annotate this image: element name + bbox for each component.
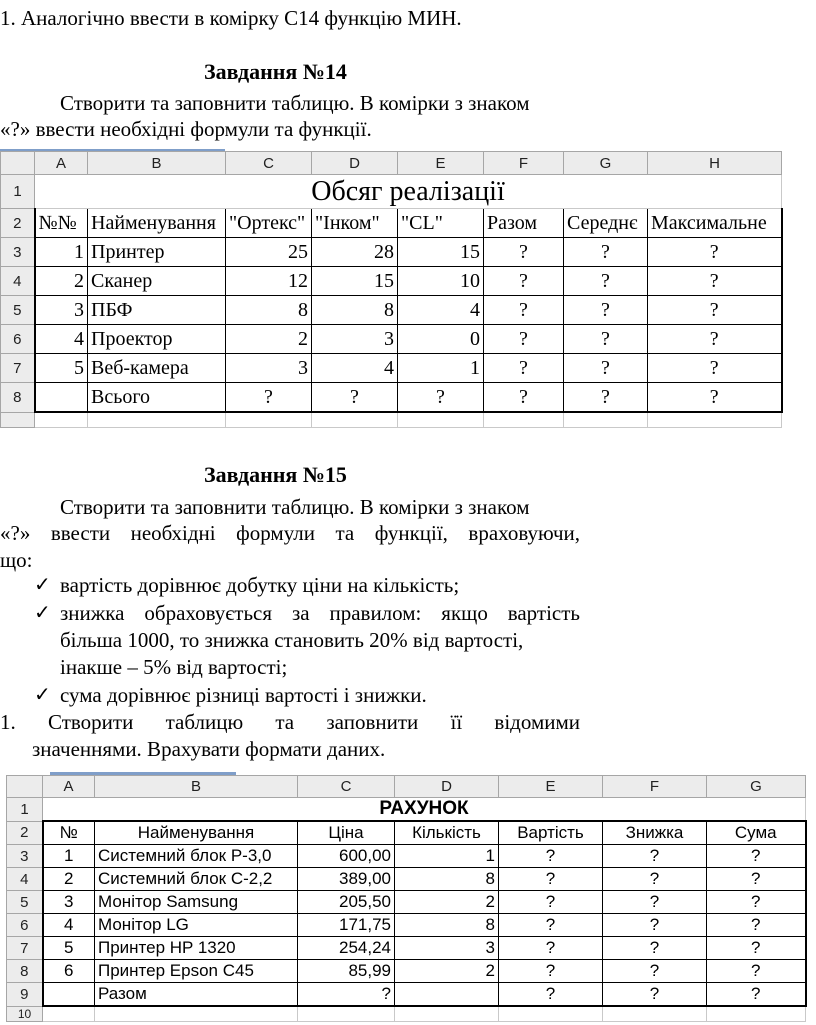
header-cell[interactable]: Найменування [95,821,298,845]
cell[interactable]: ? [603,983,707,1007]
bullet-text-continued: інакше – 5% від вартості; [60,655,288,679]
cell[interactable]: 1 [43,845,95,868]
total-label[interactable]: Разом [95,983,298,1007]
column-header[interactable]: C [298,776,395,798]
cell[interactable]: ? [499,960,603,983]
step1-text-line1: 1. Створити таблицю та заповнити її відомими [0,710,580,734]
bullet-text: вартість дорівнює добутку ціни на кількість; [60,573,460,597]
header-cell[interactable]: Кількість [395,821,499,845]
cell[interactable]: 205,50 [298,891,395,914]
cell[interactable]: 8 [226,296,312,325]
column-header[interactable]: G [707,776,806,798]
cell[interactable]: ? [484,267,564,296]
cell[interactable]: 3 [43,891,95,914]
cell[interactable]: Проектор [88,325,226,354]
row-header[interactable]: 7 [1,354,35,383]
cell[interactable]: 2 [35,267,88,296]
cell[interactable]: Монітор Samsung [95,891,298,914]
cell[interactable]: Всього [88,383,226,413]
table-row [1,296,782,325]
header-cell[interactable]: "Інком" [312,209,398,238]
table-row [7,868,806,891]
cell[interactable]: 4 [43,914,95,937]
column-header[interactable]: B [95,776,298,798]
cell[interactable]: ? [648,354,782,383]
table-row [7,845,806,868]
cell[interactable]: ? [707,868,806,891]
table-row [1,267,782,296]
header-cell[interactable]: Знижка [603,821,707,845]
cell[interactable]: ? [564,267,648,296]
cell[interactable]: 6 [43,960,95,983]
cell[interactable]: ? [603,891,707,914]
cell[interactable]: 28 [312,238,398,267]
row-header[interactable]: 2 [1,209,35,238]
cell[interactable]: Сканер [88,267,226,296]
step1-text-line2: значеннями. Врахувати формати даних. [32,737,386,761]
cell[interactable]: ? [648,267,782,296]
cell[interactable]: 2 [226,325,312,354]
cell[interactable]: Системний блок Р-3,0 [95,845,298,868]
table-row [7,821,806,845]
select-all-corner[interactable] [1,152,35,175]
cell[interactable]: ? [564,238,648,267]
task15-text-line2: «?» ввести необхідні формули та функції, враховуючи, [0,521,580,545]
sheet-title[interactable]: РАХУНОК [43,798,806,822]
table-row [1,354,782,383]
checkmark-icon: ✓ [34,684,51,706]
cell[interactable]: Системний блок С-2,2 [95,868,298,891]
cell[interactable]: ? [603,868,707,891]
cell[interactable] [43,983,95,1007]
cell[interactable]: 15 [312,267,398,296]
column-header[interactable]: F [603,776,707,798]
row-header[interactable]: 10 [7,1006,43,1021]
cell[interactable]: ? [398,383,484,413]
cell[interactable]: ? [603,914,707,937]
row-header[interactable]: 4 [7,868,43,891]
cell[interactable] [564,412,648,428]
cell[interactable]: 25 [226,238,312,267]
header-cell[interactable]: Сума [707,821,806,845]
cell[interactable]: ? [648,325,782,354]
cell[interactable]: ? [499,845,603,868]
cell[interactable]: ? [707,845,806,868]
cell[interactable]: 0 [398,325,484,354]
spreadsheet-invoice [6,775,807,1022]
cell[interactable]: Принтер HP 1320 [95,937,298,960]
header-cell[interactable]: Найменування [88,209,226,238]
column-header[interactable]: F [484,152,564,175]
cell[interactable]: 8 [395,868,499,891]
cell[interactable] [298,1006,395,1021]
row-header[interactable]: 5 [7,891,43,914]
task15-text-line1: Створити та заповнити таблицю. В комірки з знаком [60,495,530,519]
cell[interactable]: ? [499,937,603,960]
cell[interactable] [43,1006,95,1021]
cell[interactable]: 15 [398,238,484,267]
cell[interactable] [88,412,226,428]
cell[interactable]: ? [707,960,806,983]
task15-title: Завдання №15 [204,462,347,487]
table-row [7,937,806,960]
cell[interactable]: ? [564,354,648,383]
cell[interactable]: ? [564,325,648,354]
cell[interactable] [707,1006,806,1021]
cell[interactable]: 8 [395,914,499,937]
task14-text-line2: «?» ввести необхідні формули та функції. [0,117,372,141]
cell[interactable]: 389,00 [298,868,395,891]
cell[interactable]: ? [603,960,707,983]
column-header[interactable]: B [88,152,226,175]
cell[interactable]: ? [603,845,707,868]
cell[interactable]: 254,24 [298,937,395,960]
cell[interactable]: 4 [398,296,484,325]
row-header[interactable]: 4 [1,267,35,296]
column-header[interactable]: E [499,776,603,798]
cell[interactable]: ? [298,983,395,1007]
table-row [1,175,782,209]
table-row [1,238,782,267]
cell[interactable]: ? [564,383,648,413]
bullet-text: сума дорівнює різниці вартості і знижки. [60,683,427,707]
column-header[interactable]: D [312,152,398,175]
row-header[interactable]: 5 [1,296,35,325]
column-header-row [1,152,782,175]
checkmark-icon: ✓ [34,602,51,624]
cell[interactable] [395,983,499,1007]
cell[interactable]: 171,75 [298,914,395,937]
cell[interactable] [603,1006,707,1021]
header-cell[interactable]: Максимальне [648,209,782,238]
header-cell[interactable]: Разом [484,209,564,238]
row-header[interactable]: 7 [7,937,43,960]
column-header[interactable]: C [226,152,312,175]
cell[interactable]: ? [484,238,564,267]
row-header[interactable]: 9 [7,983,43,1007]
row-header[interactable]: 6 [7,914,43,937]
column-header-row [7,776,806,798]
checkmark-icon: ✓ [34,574,51,596]
intro-line: 1. Аналогічно ввести в комірку С14 функцію МИН. [0,6,462,30]
cell[interactable]: Принтер [88,238,226,267]
table-row [7,891,806,914]
table-row-total [7,983,806,1007]
column-header[interactable]: A [35,152,88,175]
cell[interactable]: Веб-камера [88,354,226,383]
column-header[interactable]: A [43,776,95,798]
cell[interactable]: Принтер Epson C45 [95,960,298,983]
table-row-partial [7,1006,806,1021]
cell[interactable]: ? [484,354,564,383]
cell[interactable]: ПБФ [88,296,226,325]
cell[interactable]: ? [707,983,806,1007]
cell[interactable]: ? [648,296,782,325]
cell[interactable] [484,412,564,428]
table-row-total [1,383,782,413]
cell[interactable]: 2 [395,891,499,914]
cell[interactable]: ? [484,383,564,413]
header-cell[interactable]: "Ортекс" [226,209,312,238]
bullet-text-continued: більша 1000, то знижка становить 20% від вартості, [60,628,524,652]
bullet-text: знижка обраховується за правилом: якщо вартість [60,601,580,625]
cell[interactable]: ? [564,296,648,325]
row-header[interactable]: 2 [7,821,43,845]
cell[interactable]: ? [499,914,603,937]
cell[interactable] [312,412,398,428]
cell[interactable]: 4 [35,325,88,354]
cell[interactable]: 10 [398,267,484,296]
column-header[interactable]: D [395,776,499,798]
cell[interactable] [499,1006,603,1021]
cell[interactable] [35,383,88,413]
cell[interactable]: 2 [395,960,499,983]
header-cell[interactable]: Ціна [298,821,395,845]
cell[interactable]: 12 [226,267,312,296]
task15-text-line3: що: [0,548,33,572]
cell[interactable] [226,412,312,428]
cell[interactable]: 4 [312,354,398,383]
row-header[interactable]: 1 [1,175,35,209]
column-header[interactable]: G [564,152,648,175]
cell[interactable] [95,1006,298,1021]
header-cell[interactable]: "CL" [398,209,484,238]
cell[interactable]: 3 [35,296,88,325]
row-header[interactable]: 1 [7,798,43,822]
cell[interactable] [648,412,782,428]
cell[interactable]: 1 [35,238,88,267]
cell[interactable]: ? [603,937,707,960]
cell[interactable]: 5 [35,354,88,383]
cell[interactable]: ? [648,383,782,413]
cell[interactable]: ? [499,868,603,891]
cell[interactable]: ? [484,296,564,325]
cell[interactable]: 3 [312,325,398,354]
table-row [1,209,782,238]
cell[interactable]: ? [707,891,806,914]
cell[interactable]: ? [648,238,782,267]
table-row [1,325,782,354]
sheet-title[interactable]: Обсяг реалізації [35,175,782,209]
task14-text-line1: Створити та заповнити таблицю. В комірки з знаком [60,91,530,115]
task14-title: Завдання №14 [204,59,347,84]
cell[interactable] [35,412,88,428]
cell[interactable]: ? [226,383,312,413]
cell[interactable]: 1 [395,845,499,868]
cell[interactable]: 85,99 [298,960,395,983]
header-cell[interactable]: №№ [35,209,88,238]
table-row [7,914,806,937]
header-cell[interactable]: Вартість [499,821,603,845]
header-cell[interactable]: № [43,821,95,845]
cell[interactable]: 8 [312,296,398,325]
header-cell[interactable]: Середнє [564,209,648,238]
row-header[interactable]: 3 [1,238,35,267]
cell[interactable] [395,1006,499,1021]
column-header[interactable]: E [398,152,484,175]
cell[interactable]: ? [312,383,398,413]
row-header[interactable]: 8 [7,960,43,983]
spreadsheet-sales [0,151,783,428]
cell[interactable] [398,412,484,428]
cell[interactable]: ? [499,983,603,1007]
row-header[interactable]: 8 [1,383,35,413]
select-all-corner[interactable] [7,776,43,798]
cell[interactable]: 3 [395,937,499,960]
cell[interactable]: Монітор LG [95,914,298,937]
column-header[interactable]: H [648,152,782,175]
cell[interactable]: 2 [43,868,95,891]
cell[interactable]: 1 [398,354,484,383]
cell[interactable]: ? [707,937,806,960]
cell[interactable]: 3 [226,354,312,383]
cell[interactable]: ? [707,914,806,937]
row-header[interactable]: 6 [1,325,35,354]
cell[interactable]: 5 [43,937,95,960]
table-row-partial [1,412,782,428]
cell[interactable]: ? [484,325,564,354]
row-header[interactable]: 3 [7,845,43,868]
row-header[interactable] [1,412,35,428]
table-row [7,960,806,983]
table-row [7,798,806,822]
cell[interactable]: 600,00 [298,845,395,868]
cell[interactable]: ? [499,891,603,914]
